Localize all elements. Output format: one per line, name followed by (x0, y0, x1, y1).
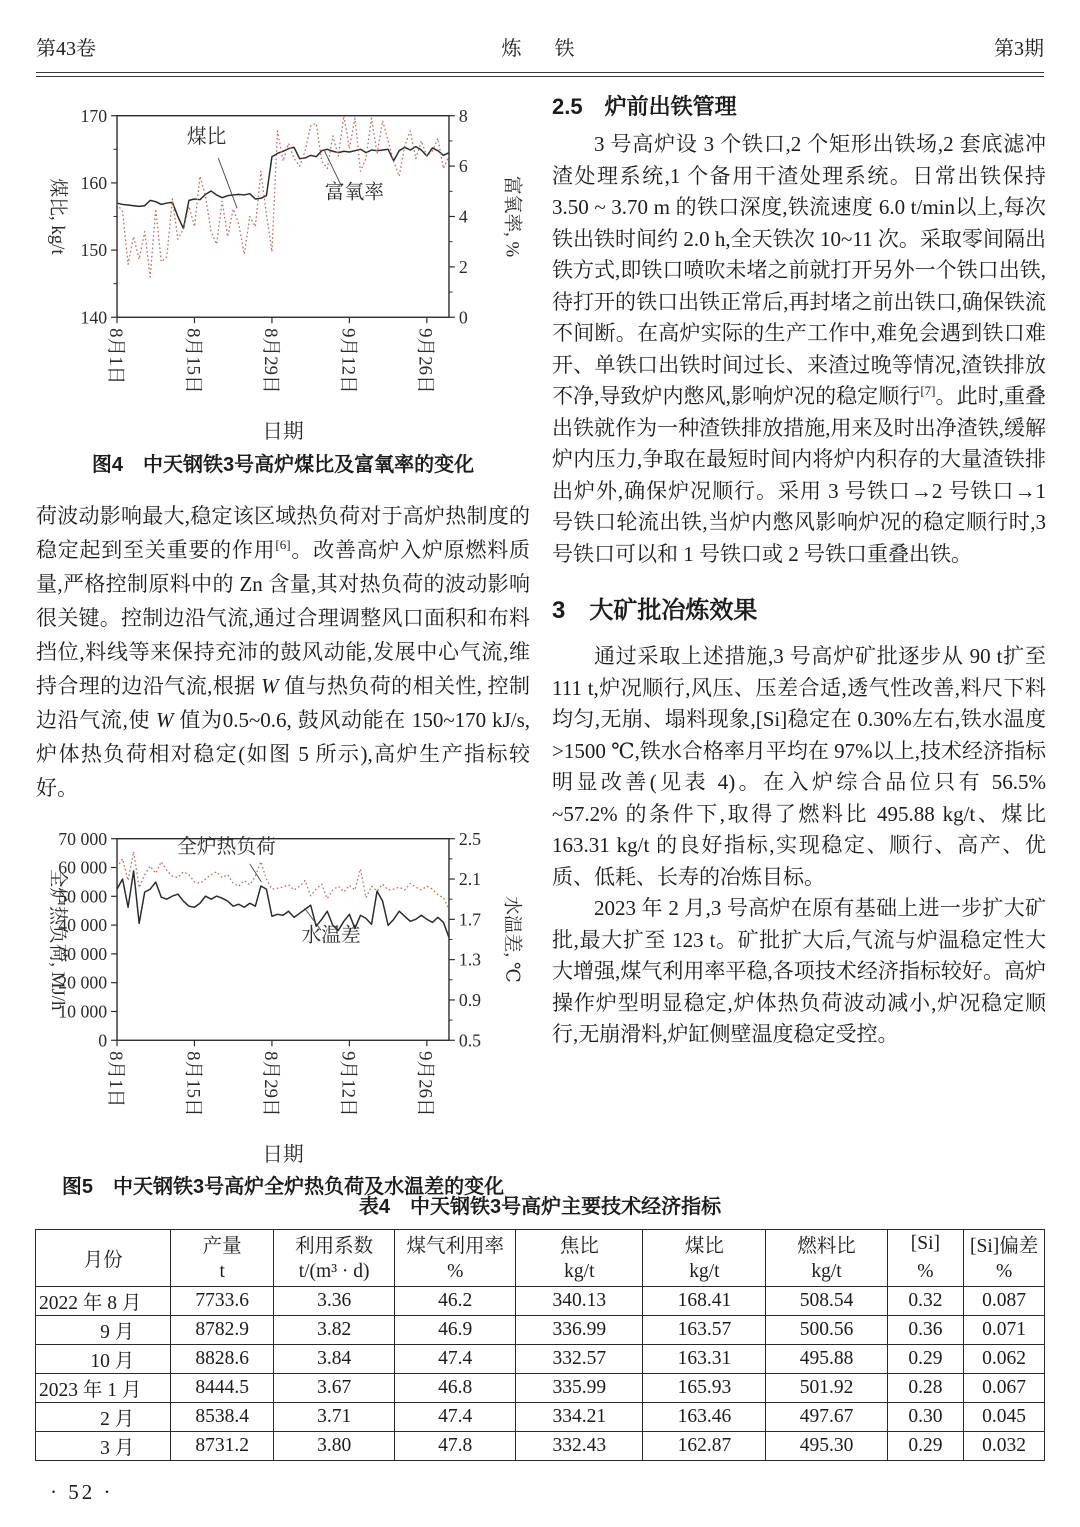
series-annotation: 全炉热负荷 (177, 835, 276, 858)
table-cell: 47.8 (395, 1432, 516, 1461)
table-row (36, 1316, 1045, 1345)
table-cell: 46.2 (395, 1287, 516, 1316)
table-cell: 46.9 (395, 1316, 516, 1345)
table-cell: 165.93 (643, 1374, 766, 1403)
table-cell: 8828.6 (171, 1345, 274, 1374)
series-annotation: 煤比 (186, 125, 227, 148)
table-cell: 0.29 (887, 1345, 964, 1374)
x-tick-label: 9月12日 (337, 1050, 359, 1117)
table-cell: 0.045 (964, 1403, 1045, 1432)
y-tick-label: 150 (80, 240, 108, 261)
table-row (36, 1432, 1045, 1461)
x-tick-label: 8月1日 (104, 1050, 126, 1108)
table-header-unit-cell: kg/t (516, 1258, 643, 1287)
table-cell: 9 月 (36, 1316, 171, 1345)
reference-superscript: [6] (275, 536, 291, 552)
y-tick-label: 6 (458, 156, 468, 177)
y-tick-label: 60 000 (58, 857, 108, 878)
table-cell: 10 月 (36, 1345, 171, 1374)
table-cell: 495.88 (766, 1345, 887, 1374)
table4 (35, 1229, 1045, 1461)
table-cell: 3.67 (274, 1374, 395, 1403)
x-tick-label: 8月15日 (182, 1050, 204, 1117)
y-tick-label: 0.5 (458, 1030, 482, 1051)
table-cell: 335.99 (516, 1374, 643, 1403)
figure5-caption: 图5 中天钢铁3号高炉全炉热负荷及水温差的变化 (61, 1176, 505, 1199)
table-header-cell: 燃料比 (766, 1230, 887, 1259)
text-segment: W (261, 673, 279, 698)
table-cell: 3.82 (274, 1316, 395, 1345)
table-cell: 2022 年 8 月 (36, 1287, 171, 1316)
x-tick-label: 8月15日 (182, 328, 204, 394)
y-tick-label: 0.9 (458, 989, 482, 1010)
right-axis-label: 富氧率, % (501, 175, 523, 258)
section-2-5-body (552, 129, 1046, 570)
table-cell: 334.21 (516, 1403, 643, 1432)
text-segment: 值为0.5~0.6, 鼓风动能在 150~170 kJ/s,炉体热负荷相对稳定(如图 5 所示),高炉生产指标较好。 (36, 707, 531, 800)
issue-label: 第3期 (994, 38, 1044, 60)
text-segment: W (156, 707, 174, 732)
left-axis-label: 煤比, kg/t (46, 178, 68, 255)
x-axis-label: 日期 (262, 1143, 304, 1166)
table-cell: 3.71 (274, 1403, 395, 1432)
series-line-left (117, 147, 449, 229)
table-cell: 0.30 (887, 1403, 964, 1432)
table-cell: 8782.9 (171, 1316, 274, 1345)
table-header-cell: 焦比 (516, 1230, 643, 1259)
table-cell: 497.67 (766, 1403, 887, 1432)
table-cell: 163.31 (643, 1345, 766, 1374)
journal-title: 炼 铁 (501, 38, 589, 60)
y-tick-label: 30 000 (58, 943, 108, 964)
series-line-right (117, 116, 449, 277)
table-cell: 0.36 (887, 1316, 964, 1345)
section-3-paragraph-2: 2023 年 2 月,3 号高炉在原有基础上进一步扩大矿批,最大扩至 123 t。矿批扩大后,气流与炉温稳定性大大增强,煤气利用率平稳,各项技术经济指标较好。高炉操作炉型明显稳定,炉体热负荷波动减小,炉况稳定顺行,无崩滑料,炉缸侧壁温度稳定受控。 (552, 896, 1046, 1046)
plot-border (117, 116, 449, 318)
table-header-unit-cell: t/(m³ · d) (274, 1258, 395, 1287)
table-cell: 47.4 (395, 1345, 516, 1374)
annotation-leader (218, 158, 237, 208)
text-segment: 值与热负荷的相关性, 控制边沿气流,使 (36, 673, 530, 732)
table-cell: 168.41 (643, 1287, 766, 1316)
table-cell: 0.032 (964, 1432, 1045, 1461)
table-cell: 7733.6 (171, 1287, 274, 1316)
table-cell: 46.8 (395, 1374, 516, 1403)
header-rule (36, 72, 1044, 77)
x-axis-label: 日期 (262, 420, 304, 443)
x-tick-label: 8月1日 (104, 328, 126, 385)
y-tick-label: 140 (80, 307, 108, 328)
table-header-cell: 产量 (171, 1230, 274, 1259)
y-tick-label: 1.3 (458, 949, 482, 970)
right-axis-label: 水温差, ℃ (501, 895, 523, 983)
page-number: · 52 · (50, 1480, 114, 1504)
text-segment: 。此时,重叠出铁就作为一种渣铁排放措施,用来及时出净渣铁,缓解炉内压力,争取在最短时间内将炉内积存的大量渣铁排出炉外,确保炉况顺行。采用 3 号铁口→2 号铁口→1 号铁口轮流出铁,当炉内憋风影响炉况的稳定顺行时,3 号铁口可以和 1 号铁口或 2 号铁口重叠出铁。 (552, 384, 1047, 566)
y-tick-label: 70 000 (58, 828, 108, 849)
x-tick-label: 9月12日 (337, 328, 359, 394)
y-tick-label: 4 (458, 206, 468, 227)
table-cell: 8538.4 (171, 1403, 274, 1432)
table-cell: 508.54 (766, 1287, 887, 1316)
text-segment: 荷波动影响最大,稳定该区域热负荷对于高炉热制度的稳定起到至关重要的作用 (36, 503, 530, 562)
table-row (36, 1345, 1045, 1374)
table-cell: 3.84 (274, 1345, 395, 1374)
table-cell: 163.57 (643, 1316, 766, 1345)
table-cell: 0.071 (964, 1316, 1045, 1345)
text-segment: 3 号高炉设 3 个铁口,2 个矩形出铁场,2 套底滤冲渣处理系统,1 个备用干渣处理系统。日常出铁保持 3.50 ~ 3.70 m 的铁口深度,铁流速度 6.0 t/min以上,每次铁出铁时间约 2.0 h,全天铁次 10~11 次。采取零间隔出铁方式,即铁口喷吹未堵之前就打开另外一个铁口出铁,待打开的铁口出铁正常后,再封堵之前出铁口,确保铁流不间断。在高炉实际的生产工作中,难免会遇到铁口难开、单铁口出铁时间过长、来渣过晚等情况,渣铁排放不净,导致炉内憋风,影响炉况的稳定顺行 (552, 132, 1046, 408)
table-cell: 332.57 (516, 1345, 643, 1374)
table-cell: 162.87 (643, 1432, 766, 1461)
left-axis-label: 全炉热负荷, MJ/h (46, 868, 68, 1011)
series-annotation: 富氧率 (324, 181, 385, 204)
table-cell: 495.30 (766, 1432, 887, 1461)
left-paragraph (36, 499, 530, 805)
table-header-unit-cell: % (395, 1258, 516, 1287)
series-line-right (117, 871, 449, 938)
table-cell: 2 月 (36, 1403, 171, 1432)
x-tick-label: 9月26日 (414, 1050, 436, 1117)
y-tick-label: 10 000 (58, 1001, 108, 1022)
figure5-chart (36, 815, 530, 1169)
y-tick-label: 8 (458, 105, 468, 126)
y-tick-label: 170 (80, 105, 108, 126)
table-row (36, 1287, 1045, 1316)
table-cell: 332.43 (516, 1432, 643, 1461)
table-cell: 336.99 (516, 1316, 643, 1345)
series-annotation: 水温差 (301, 924, 361, 947)
table4-block (35, 1190, 1045, 1461)
table-header-unit-cell: t (171, 1258, 274, 1287)
table4-head (36, 1230, 1045, 1287)
reference-superscript: [7] (920, 383, 936, 398)
table-header-unit-cell: kg/t (766, 1258, 887, 1287)
table-header-cell: 煤比 (643, 1230, 766, 1259)
table-row (36, 1374, 1045, 1403)
table-cell: 501.92 (766, 1374, 887, 1403)
section-2-5-heading: 2.5 炉前出铁管理 (552, 94, 737, 119)
table-cell: 0.29 (887, 1432, 964, 1461)
table-header-cell: 煤气利用率 (395, 1230, 516, 1259)
page-header (36, 32, 1044, 61)
y-tick-label: 40 000 (58, 914, 108, 935)
figure4-caption: 图4 中天钢铁3号高炉煤比及富氧率的变化 (91, 453, 475, 476)
y-tick-label: 20 000 (58, 972, 108, 993)
table-cell: 8731.2 (171, 1432, 274, 1461)
table-cell: 0.087 (964, 1287, 1045, 1316)
table-header-unit-cell: % (964, 1258, 1045, 1287)
y-tick-label: 2 (458, 256, 468, 277)
table-cell: 0.32 (887, 1287, 964, 1316)
x-tick-label: 8月29日 (259, 1050, 281, 1117)
table-cell: 47.4 (395, 1403, 516, 1432)
text-segment: 。改善高炉入炉原燃料质量,严格控制原料中的 Zn 含量,其对热负荷的波动影响很关键。控制边沿气流,通过合理调整风口面积和布料挡位,料线等来保持充沛的鼓风动能,发展中心气流,维持合理的边沿气流,根据 (36, 537, 530, 698)
table-header-cell: 月份 (36, 1230, 171, 1287)
annotation-leader (250, 864, 262, 882)
figure4-chart (36, 92, 530, 446)
table-cell: 0.062 (964, 1345, 1045, 1374)
table-row (36, 1403, 1045, 1432)
y-tick-label: 2.5 (458, 828, 482, 849)
table-cell: 8444.5 (171, 1374, 274, 1403)
table-cell: 500.56 (766, 1316, 887, 1345)
y-tick-label: 2.1 (458, 868, 482, 889)
section-3-paragraph-1: 通过采取上述措施,3 号高炉矿批逐步从 90 t扩至 111 t,炉况顺行,风压、压差合适,透气性改善,料尺下料均匀,无崩、塌料现象,[Si]稳定在 0.30%左右,铁水温度>1500 ℃,铁水合格率月平均在 97%以上,技术经济指标明显改善(见表 4)。在入炉综合品位只有 56.5% ~57.2% 的条件下,取得了燃料比 495.88 kg/t、煤比 163.31 kg/t 的良好指标,实现稳定、顺行、高产、优质、低耗、长寿的冶炼目标。 (552, 644, 1046, 889)
table4-body (36, 1287, 1045, 1461)
table-header-cell: [Si]偏差 (964, 1230, 1045, 1259)
x-tick-label: 9月26日 (414, 328, 436, 394)
table-cell: 3.80 (274, 1432, 395, 1461)
table-cell: 2023 年 1 月 (36, 1374, 171, 1403)
section-3-heading: 3 大矿批冶炼效果 (552, 597, 758, 624)
table-cell: 163.46 (643, 1403, 766, 1432)
volume-label: 第43卷 (36, 38, 96, 60)
right-column (552, 90, 1046, 1051)
series-line-left (117, 851, 449, 909)
table-cell: 3 月 (36, 1432, 171, 1461)
table-header-unit-cell: kg/t (643, 1258, 766, 1287)
table-cell: 0.067 (964, 1374, 1045, 1403)
table-header-cell: [Si] (887, 1230, 964, 1259)
table-header-cell: 利用系数 (274, 1230, 395, 1259)
y-tick-label: 1.7 (458, 909, 482, 930)
y-tick-label: 0 (98, 1030, 108, 1051)
left-column (36, 92, 530, 1221)
table4-title: 表4 中天钢铁3号高炉主要技术经济指标 (358, 1196, 722, 1218)
y-tick-label: 160 (80, 172, 108, 193)
x-tick-label: 8月29日 (259, 328, 281, 394)
plot-border (117, 835, 449, 1040)
table-cell: 340.13 (516, 1287, 643, 1316)
table-cell: 0.28 (887, 1374, 964, 1403)
y-tick-label: 0 (458, 307, 468, 328)
table-header-unit-cell: % (887, 1258, 964, 1287)
y-tick-label: 50 000 (58, 886, 108, 907)
table-cell: 3.36 (274, 1287, 395, 1316)
